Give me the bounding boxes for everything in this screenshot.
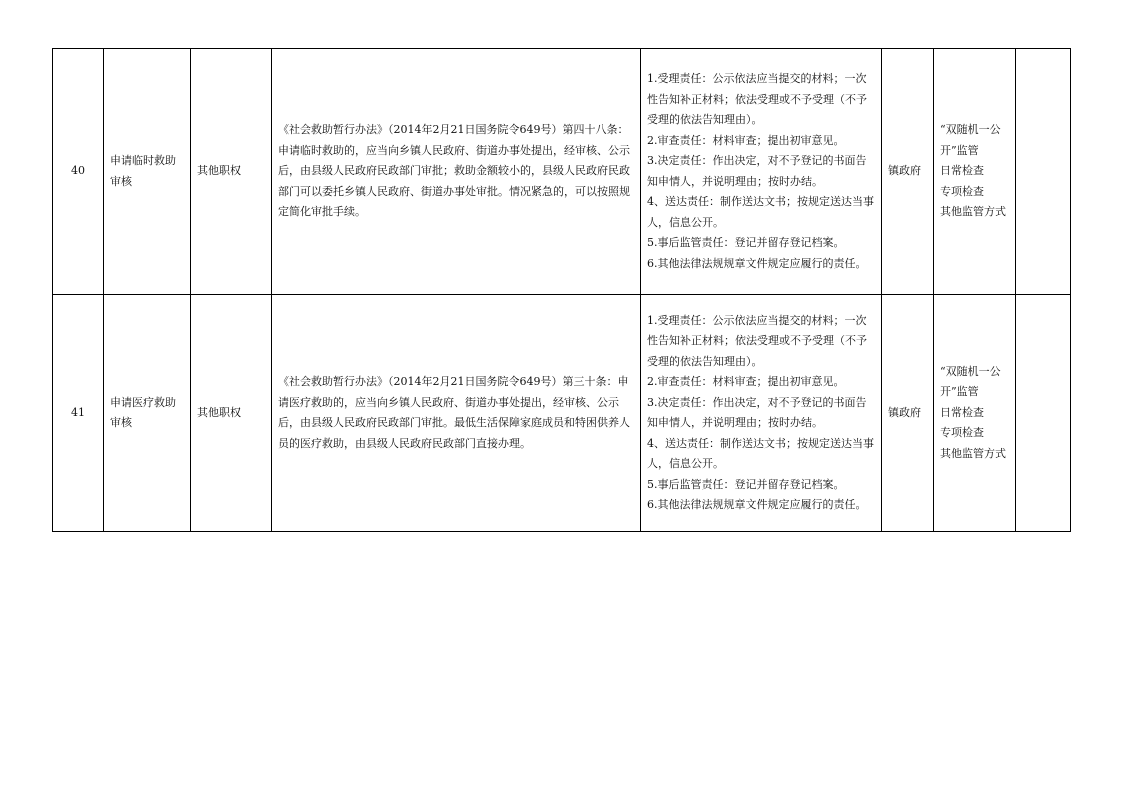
responsible-department: 镇政府 <box>882 295 934 532</box>
item-number: 41 <box>53 295 104 532</box>
item-type: 其他职权 <box>191 49 272 295</box>
legal-basis: 《社会救助暂行办法》（2014年2月21日国务院令649号）第三十条：申请医疗救助的，应当向乡镇人民政府、街道办事处提出，经审核、公示后，由县级人民政府民政部门审批。最低生活保障家庭成员和特困供养人员的医疗救助，由县级人民政府民政部门直接办理。 <box>272 295 641 532</box>
item-number: 40 <box>53 49 104 295</box>
power-list-table <box>52 48 1071 532</box>
responsibilities: 1.受理责任：公示依法应当提交的材料；一次性告知补正材料；依法受理或不予受理（不予受理的依法告知理由）。 2.审查责任：材料审查；提出初审意见。 3.决定责任：作出决定，对不予登记的书面告知申情人，并说明理由；按时办结。 4、送达责任：制作送达文书；按规定送达当事人，信息公开。 5.事后监管责任：登记并留存登记档案。 6.其他法律法规规章文件规定应履行的责任。 <box>641 49 882 295</box>
remark-cell <box>1016 295 1071 532</box>
supervision-methods: “双随机一公开”监管 日常检查 专项检查 其他监管方式 <box>934 295 1016 532</box>
remark-cell <box>1016 49 1071 295</box>
supervision-methods: “双随机一公开”监管 日常检查 专项检查 其他监管方式 <box>934 49 1016 295</box>
item-name: 申请医疗救助审核 <box>104 295 191 532</box>
responsibilities: 1.受理责任：公示依法应当提交的材料；一次性告知补正材料；依法受理或不予受理（不予受理的依法告知理由）。 2.审查责任：材料审查；提出初审意见。 3.决定责任：作出决定，对不予登记的书面告知申情人，并说明理由；按时办结。 4、送达责任：制作送达文书；按规定送达当事人，信息公开。 5.事后监管责任：登记并留存登记档案。 6.其他法律法规规章文件规定应履行的责任。 <box>641 295 882 532</box>
item-name: 申请临时救助审核 <box>104 49 191 295</box>
item-type: 其他职权 <box>191 295 272 532</box>
table-row <box>53 295 1071 532</box>
table-row <box>53 49 1071 295</box>
legal-basis: 《社会救助暂行办法》（2014年2月21日国务院令649号）第四十八条：申请临时救助的，应当向乡镇人民政府、街道办事处提出，经审核、公示后，由县级人民政府民政部门审批；救助金额较小的，县级人民政府民政部门可以委托乡镇人民政府、街道办事处审批。情况紧急的，可以按照规定简化审批手续。 <box>272 49 641 295</box>
responsible-department: 镇政府 <box>882 49 934 295</box>
